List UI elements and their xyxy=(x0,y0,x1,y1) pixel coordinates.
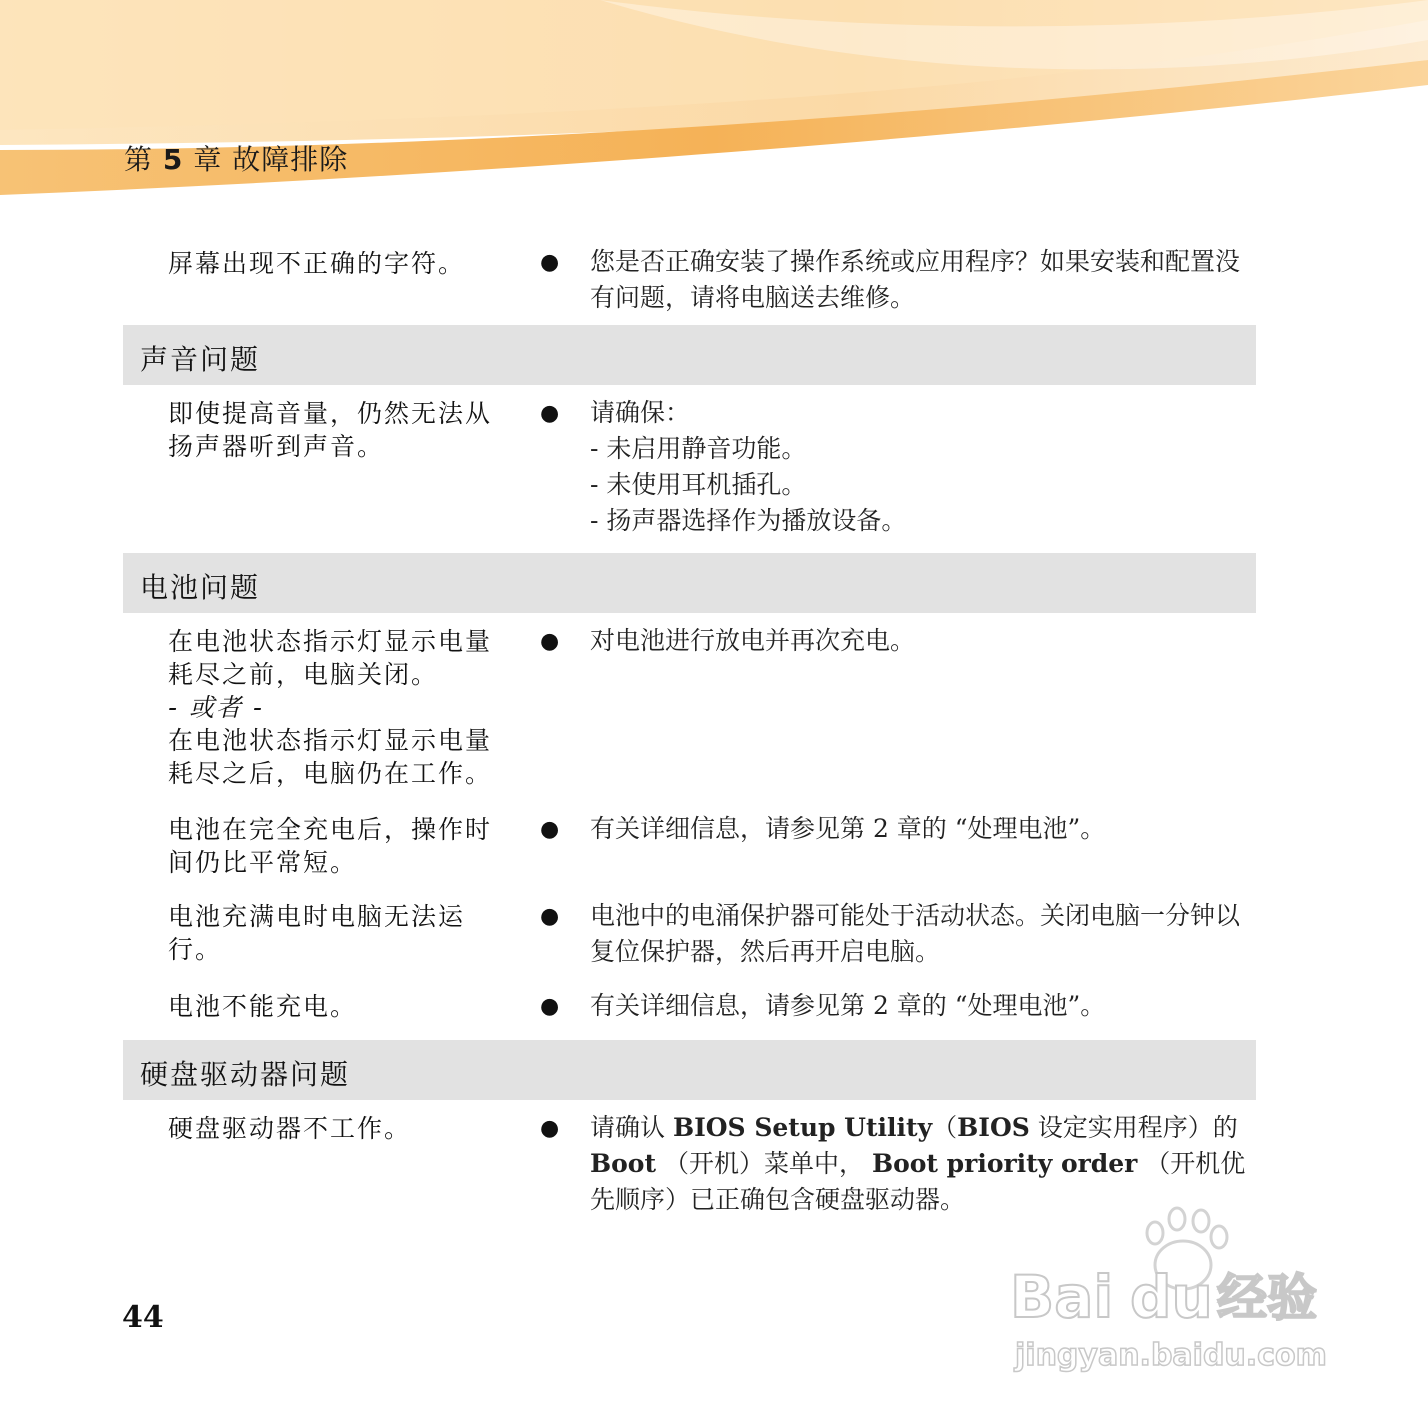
solution-item: - 未启用静音功能。 xyxy=(590,434,807,463)
section-header-battery: 电池问题 xyxy=(123,553,1256,613)
solution-text: 有关详细信息，请参见第 2 章的 “处理电池”。 xyxy=(590,991,1106,1020)
solution-intro: 请确保： xyxy=(590,398,691,427)
section-header-sound: 声音问题 xyxy=(123,325,1256,385)
solution-item: - 扬声器选择作为播放设备。 xyxy=(590,506,907,535)
problem-text: 在电池状态指示灯显示电量耗尽之前，电脑关闭。 xyxy=(168,627,493,689)
svg-text:Bai: Bai xyxy=(1010,1263,1114,1331)
solution-text: 您是否正确安装了操作系统或应用程序？如果安装和配置没有问题，请将电脑送去维修。 xyxy=(590,247,1241,312)
bullet: ● xyxy=(540,250,560,275)
bullet: ● xyxy=(540,904,560,929)
problem-text: 电池不能充电。 xyxy=(168,992,358,1021)
page-number: 44 xyxy=(122,1300,164,1335)
solution-text: 有关详细信息，请参见第 2 章的 “处理电池”。 xyxy=(590,814,1106,843)
solution-text: 电池中的电涌保护器可能处于活动状态。关闭电脑一分钟以复位保护器，然后再开启电脑。 xyxy=(590,901,1241,966)
solution-text: 请确认 BIOS Setup Utility（BIOS 设定实用程序）的 Boot （开机）菜单中， Boot priority order （开机优先顺序）已正确包含硬盘驱动器。 xyxy=(590,1113,1246,1214)
problem-text: 即使提高音量，仍然无法从扬声器听到声音。 xyxy=(168,399,493,461)
problem-text: 电池充满电时电脑无法运行。 xyxy=(168,902,466,964)
bullet: ● xyxy=(540,1116,560,1141)
bullet: ● xyxy=(540,401,560,426)
section-header-hdd: 硬盘驱动器问题 xyxy=(123,1040,1256,1100)
problem-text: 硬盘驱动器不工作。 xyxy=(168,1114,412,1143)
solution-item: - 未使用耳机插孔。 xyxy=(590,470,807,499)
baidu-watermark xyxy=(1005,1205,1350,1385)
svg-text:du: du xyxy=(1130,1263,1213,1331)
solution-block xyxy=(590,395,1250,539)
svg-text:经验: 经验 xyxy=(1217,1269,1317,1327)
solution-text: 对电池进行放电并再次充电。 xyxy=(590,626,916,655)
bullet: ● xyxy=(540,629,560,654)
problem-text: 在电池状态指示灯显示电量耗尽之后，电脑仍在工作。 xyxy=(168,726,493,788)
chapter-title: 第 5 章 故障排除 xyxy=(124,143,349,176)
or-separator: - 或者 - xyxy=(168,693,264,722)
bullet: ● xyxy=(540,994,560,1019)
bullet: ● xyxy=(540,817,560,842)
svg-text:jingyan.baidu.com: jingyan.baidu.com xyxy=(1015,1338,1327,1373)
problem-text: 电池在完全充电后，操作时间仍比平常短。 xyxy=(168,815,493,877)
problem-text: 屏幕出现不正确的字符。 xyxy=(168,249,466,278)
problem-block xyxy=(168,625,518,790)
